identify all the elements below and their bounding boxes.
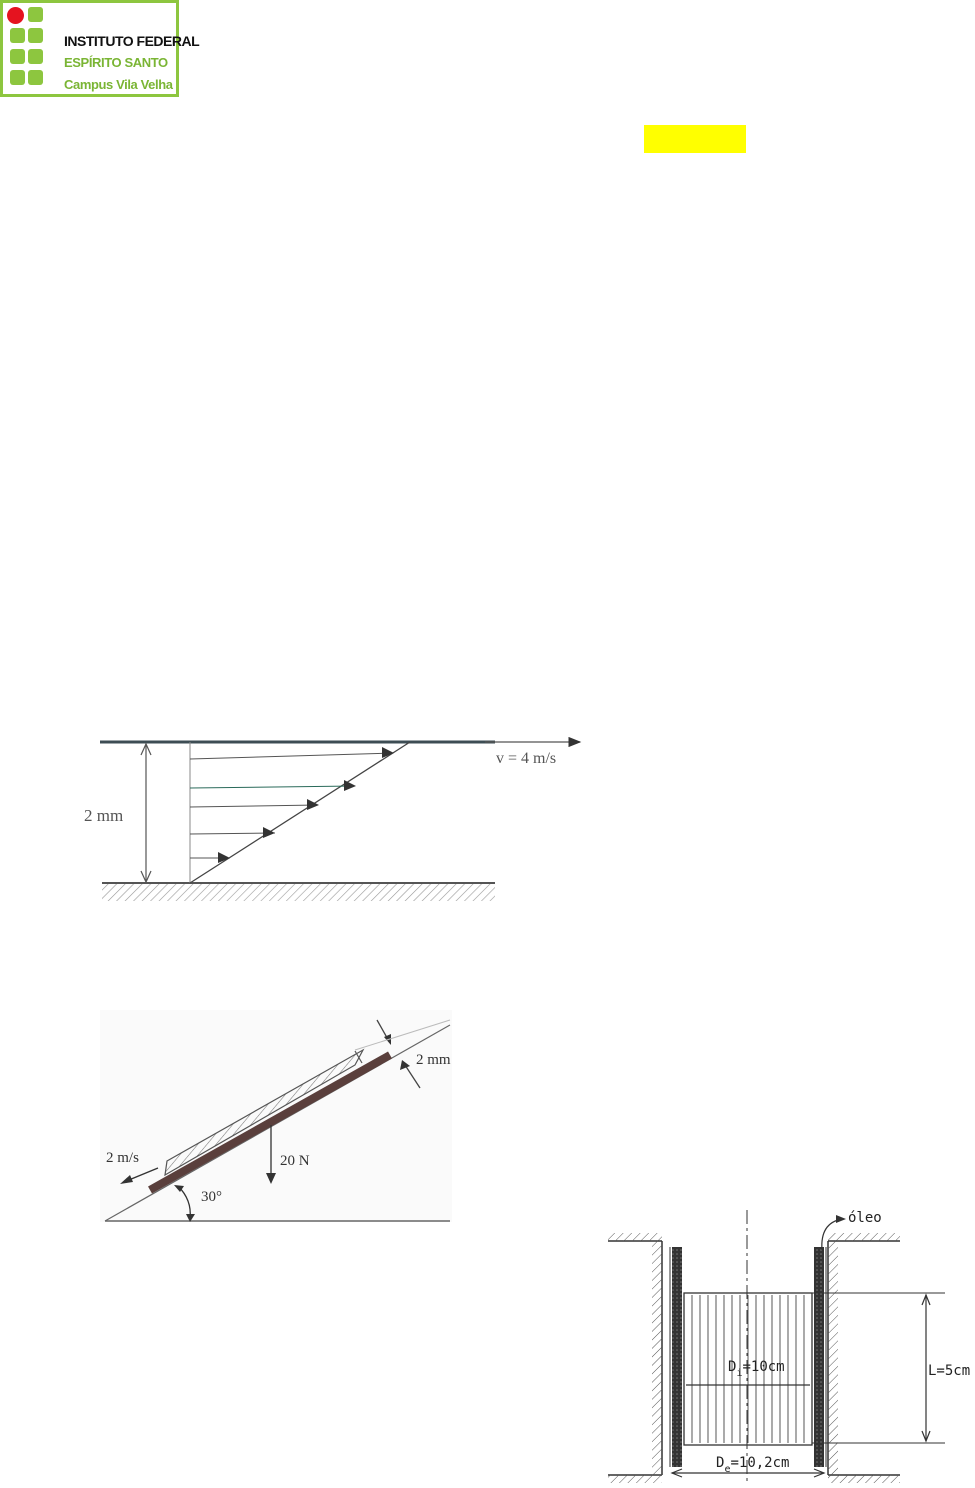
profile-vector	[190, 833, 275, 834]
logo-square	[28, 28, 43, 43]
velocity-profile-figure	[80, 725, 590, 910]
logo-square	[28, 49, 43, 64]
cylinder-oil-figure	[600, 1205, 975, 1488]
logo-square	[28, 7, 43, 22]
highlight-mark	[644, 125, 746, 153]
oil-layer-left	[672, 1247, 682, 1467]
length-label: L=5cm	[928, 1363, 971, 1379]
profile-vector	[190, 805, 318, 807]
fixed-plate-hatch	[102, 884, 495, 901]
thickness-label: 2 mm	[84, 806, 124, 825]
logo-square	[28, 70, 43, 85]
gap-label: 2 mm	[416, 1052, 451, 1068]
logo-dot-icon	[7, 7, 24, 24]
logo-square	[10, 28, 25, 43]
logo-square	[10, 49, 25, 64]
velocity-label: v = 4 m/s	[496, 750, 557, 767]
oil-layer-right	[814, 1247, 824, 1467]
angle-label: 30°	[201, 1189, 222, 1205]
logo-subtitle: ESPÍRITO SANTO	[64, 55, 168, 70]
profile-vector	[190, 786, 355, 788]
outer-diameter-label: $D_e=10,2cm$	[716, 1455, 790, 1475]
profile-vector	[190, 753, 393, 759]
institute-logo	[0, 0, 200, 97]
oil-label: óleo	[848, 1210, 882, 1226]
profile-line	[190, 742, 410, 883]
logo-square	[10, 70, 25, 85]
logo-campus: Campus Vila Velha	[64, 77, 173, 92]
weight-label: 20 N	[280, 1153, 310, 1169]
inclined-plane-figure	[100, 1010, 460, 1230]
logo-title: INSTITUTO FEDERAL	[64, 33, 200, 49]
velocity-label: 2 m/s	[106, 1150, 139, 1166]
inner-diameter-label: $D_i=10cm$	[728, 1359, 785, 1379]
